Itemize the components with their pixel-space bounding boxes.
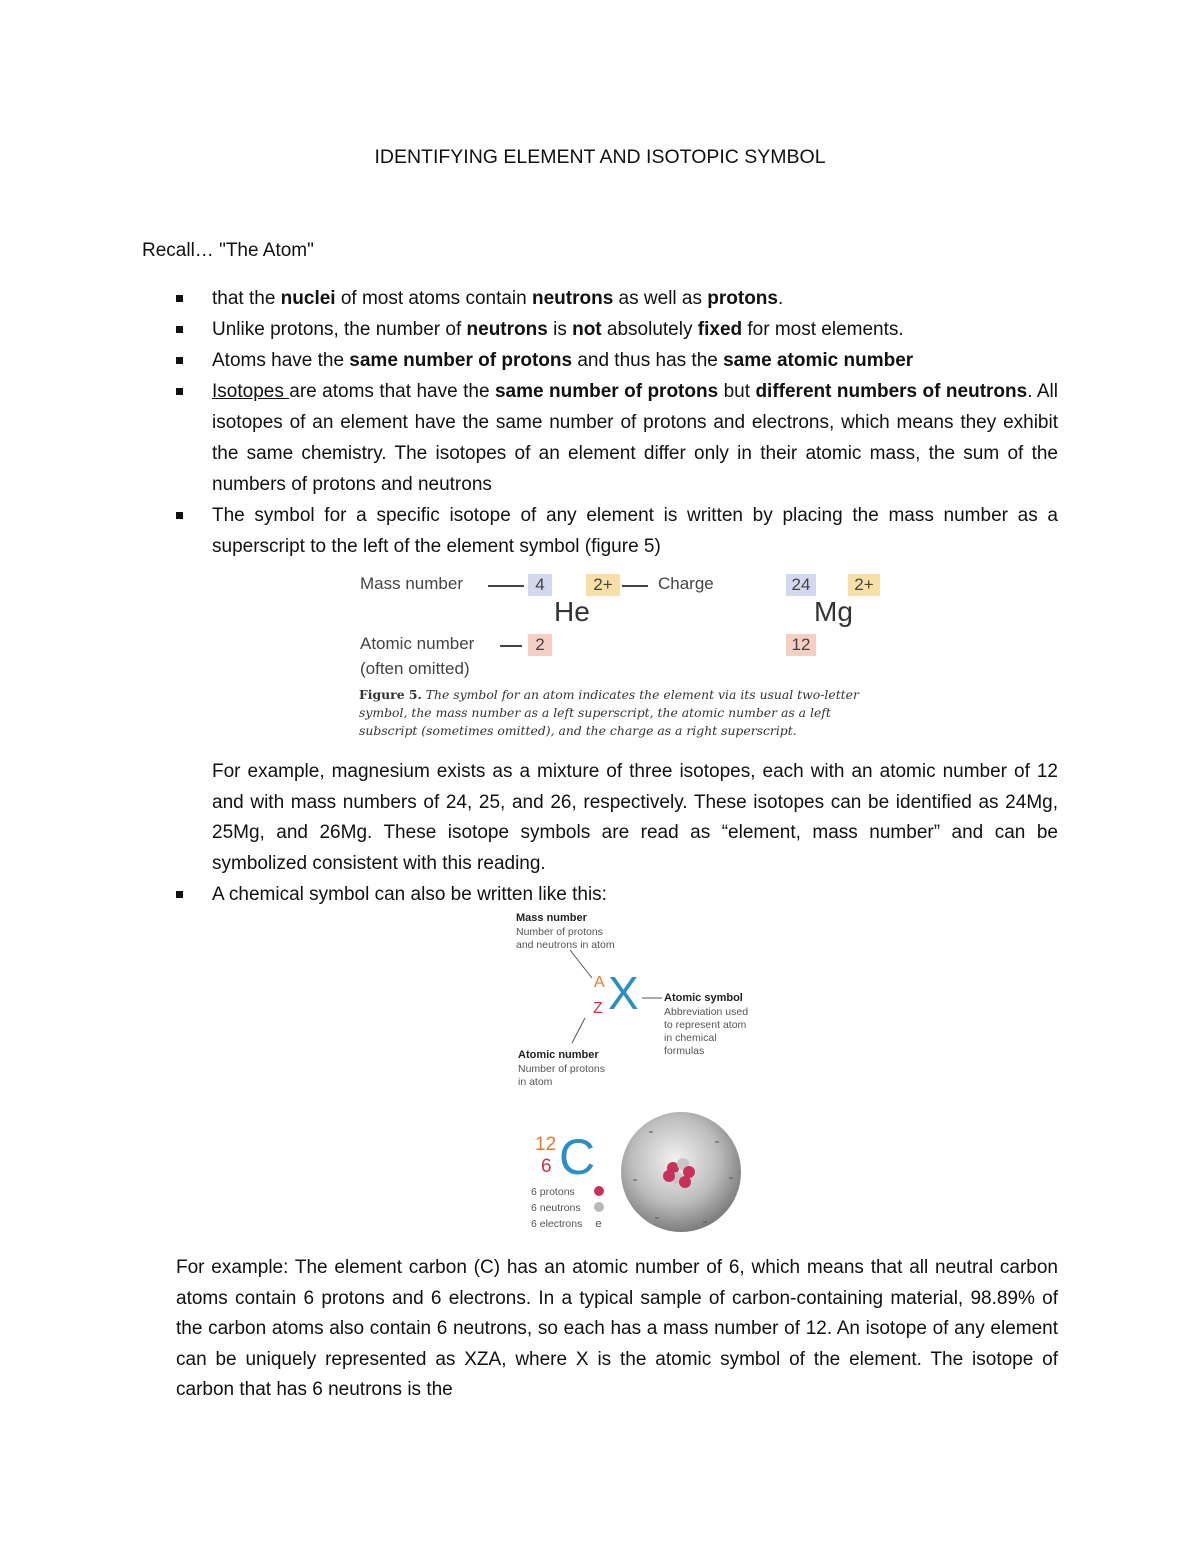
mass-number-heading: Mass number bbox=[516, 912, 587, 924]
figure-5 bbox=[356, 568, 886, 748]
list-item: A chemical symbol can also be written like this: bbox=[176, 879, 1058, 910]
carbon-neutrons-label: 6 neutrons bbox=[531, 1202, 581, 1214]
he-mass-box: 4 bbox=[528, 574, 552, 596]
leader-line bbox=[500, 645, 522, 647]
page-title: IDENTIFYING ELEMENT AND ISOTOPIC SYMBOL bbox=[374, 146, 826, 168]
mg-charge-box: 2+ bbox=[848, 574, 880, 596]
often-omitted-note: (often omitted) bbox=[360, 659, 470, 678]
carbon-protons-label: 6 protons bbox=[531, 1186, 575, 1198]
mg-mass-box: 24 bbox=[786, 574, 816, 596]
list-item: Atoms have the same number of protons and thus has the same atomic number bbox=[176, 345, 1058, 376]
charge-label: Charge bbox=[658, 574, 714, 593]
neutron-icon bbox=[594, 1202, 604, 1212]
carbon-paragraph: For example: The element carbon (C) has an atomic number of 6, which means that all neutral carbon atoms contain 6 protons and 6 electrons. In a typical sample of carbon-containing material, 98.89% of the carbon atoms also contain 6 neutrons, so each has a mass number of 12. An isotope of any element can be uniquely represented as XZA, where X is the atomic symbol of the element. The isotope of carbon that has 6 neutrons is the bbox=[176, 1257, 1058, 1400]
he-symbol: He bbox=[554, 596, 590, 627]
list-item: Unlike protons, the number of neutrons is not absolutely fixed for most elements. bbox=[176, 314, 1058, 345]
carbon-atomic-number: 6 bbox=[541, 1156, 552, 1177]
atomic-number-label: Atomic number bbox=[360, 634, 475, 653]
magnesium-paragraph: For example, magnesium exists as a mixture of three isotopes, each with an atomic number of 12 and with mass numbers of 24, 25, and 26, respectively. These isotopes can be identified as 24Mg, 25Mg, and 26Mg. These isotope symbols are read as “element, mass number” and can be symbolized consistent with this reading. bbox=[212, 761, 1058, 874]
atomic-symbol-desc: to represent atom bbox=[664, 1019, 747, 1031]
carbon-atom-illustration bbox=[619, 1110, 743, 1234]
bullet-list-2 bbox=[176, 879, 1058, 910]
leader-line bbox=[488, 585, 524, 587]
a-superscript: A bbox=[594, 974, 605, 991]
carbon-symbol: C bbox=[559, 1129, 596, 1185]
leader-line bbox=[622, 585, 648, 587]
carbon-figure bbox=[525, 1110, 750, 1235]
atomic-symbol-desc: in chemical bbox=[664, 1032, 717, 1044]
mg-atomic-box: 12 bbox=[786, 634, 816, 656]
x-symbol: X bbox=[608, 967, 639, 1019]
atomic-number-desc: Number of protons bbox=[518, 1063, 605, 1075]
mass-number-desc: and neutrons in atom bbox=[516, 939, 615, 951]
he-charge-box: 2+ bbox=[586, 574, 620, 596]
isotope-notation-figure bbox=[510, 908, 800, 1098]
recall-heading: Recall… "The Atom" bbox=[142, 240, 314, 261]
mg-symbol: Mg bbox=[814, 596, 853, 627]
list-item: Isotopes are atoms that have the same number of protons but different numbers of neutrons. All isotopes of an element have the same number of protons and electrons, which means they exhibit the same chemistry. The isotopes of an element differ only in their atomic mass, the sum of the numbers of protons and neutrons bbox=[176, 376, 1058, 500]
figure-caption: Figure 5. The symbol for an atom indicates the element via its usual two-letter symbol, the mass number as a left superscript, the atomic number as a left subscript (sometimes omitted), and the charge as a right superscript. bbox=[359, 687, 859, 738]
atomic-number-desc: in atom bbox=[518, 1076, 553, 1088]
z-subscript: Z bbox=[593, 1000, 603, 1017]
particle-legend-icons bbox=[591, 1184, 607, 1234]
list-item: that the nuclei of most atoms contain neutrons as well as protons. bbox=[176, 283, 1058, 314]
atomic-symbol-desc: Abbreviation used bbox=[664, 1006, 749, 1018]
proton-icon bbox=[594, 1186, 604, 1196]
atomic-number-heading: Atomic number bbox=[518, 1049, 599, 1061]
atomic-symbol-desc: formulas bbox=[664, 1045, 705, 1057]
bullet-list bbox=[176, 283, 1058, 562]
atomic-symbol-heading: Atomic symbol bbox=[664, 992, 743, 1004]
mass-number-desc: Number of protons bbox=[516, 926, 603, 938]
carbon-mass-number: 12 bbox=[535, 1134, 557, 1155]
electron-icon: e bbox=[595, 1217, 602, 1230]
mass-number-label: Mass number bbox=[360, 574, 463, 593]
he-atomic-box: 2 bbox=[528, 634, 552, 656]
carbon-electrons-label: 6 electrons bbox=[531, 1218, 583, 1230]
list-item: The symbol for a specific isotope of any element is written by placing the mass number as a superscript to the left of the element symbol (figure 5) bbox=[176, 500, 1058, 562]
